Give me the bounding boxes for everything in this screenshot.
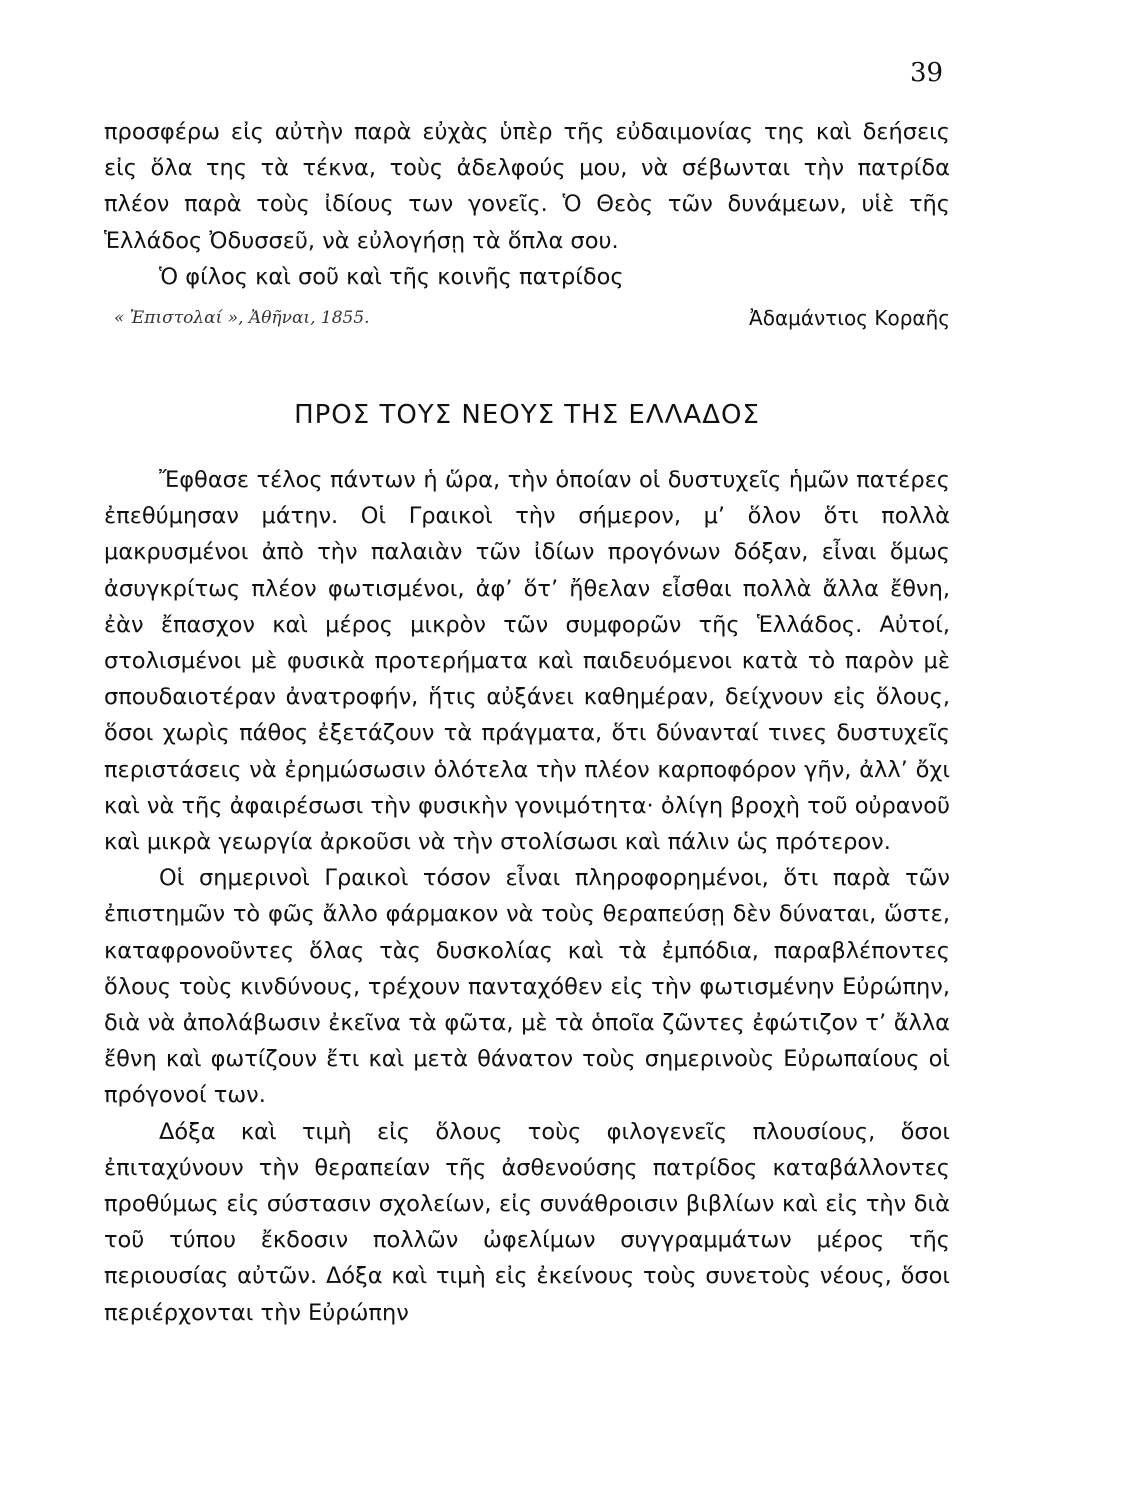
letter-signoff: Ὁ φίλος καὶ σοῦ καὶ τῆς κοινῆς πατρίδος [159,263,624,290]
author-name: Ἀδαμάντιος Κοραῆς [749,306,950,330]
body-paragraph: Δόξα καὶ τιμὴ εἰς ὅλους τοὺς φιλογενεῖς πλουσίους, ὅσοι ἐπιταχύνουν τὴν θεραπείαν τῆς ἀσθενούσης πατρίδος καταβάλλοντες προθύμως εἰς σύστασιν σχολείων, εἰς συνάθροισιν βιβλίων καὶ εἰς τὴν διὰ τοῦ τύπου ἔκδοσιν πολλῶν ὠφελίμων συγγραμμάτων μέρος τῆς περιουσίας αὐτῶν. Δόξα καὶ τιμὴ εἰς ἐκείνους τοὺς συνετοὺς νέους, ὅσοι περιέρχονται τὴν Εὐρώπην [104,1118,950,1326]
page-number: 39 [910,58,944,88]
body-paragraph: Ἔφθασε τέλος πάντων ἡ ὥρα, τὴν ὁποίαν οἱ δυστυχεῖς ἡμῶν πατέρες ἐπεθύμησαν μάτην. Οἱ Γραικοὶ τὴν σήμερον, μ’ ὅλον ὅτι πολλὰ μακρυσμένοι ἀπὸ τὴν παλαιὰν τῶν ἰδίων προγόνων δόξαν, εἶναι ὅμως ἀσυγκρίτως πλέον φωτισμένοι, ἀφ’ ὅτ’ ἤθελαν εἶσθαι πολλὰ ἄλλα ἔθνη, ἐὰν ἔπασχον καὶ μέρος μικρὸν τῶν συμφορῶν τῆς Ἑλλάδος. Αὐτοί, στολισμένοι μὲ φυσικὰ προτερήματα καὶ παιδευόμενοι κατὰ τὸ παρὸν μὲ σπουδαιοτέραν ἀνατροφήν, ἥτις αὐξάνει καθημέραν, δείχνουν εἰς ὅλους, ὅσοι χωρὶς πάθος ἐξετάζουν τὰ πράγματα, ὅτι δύνανταί τινες δυστυχεῖς περιστάσεις νὰ ἐρημώσωσιν ὁλότελα τὴν πλέον καρποφόρον γῆν, ἀλλ’ ὄχι καὶ νὰ τῆς ἀφαιρέσωσι τὴν φυσικὴν γονιμότητα· ὀλίγη βροχὴ τοῦ οὐρανοῦ καὶ μικρὰ γεωργία ἀρκοῦσι νὰ τὴν στολίσωσι καὶ πάλιν ὡς πρότερον. [104,467,950,856]
source-reference: « Ἐπιστολαί », Ἀθῆναι, 1855. [114,308,370,328]
section-title: ΠΡΟΣ ΤΟΥΣ ΝΕΟΥΣ ΤΗΣ ΕΛΛΑΔΟΣ [294,400,760,430]
body-paragraph: Οἱ σημερινοὶ Γραικοὶ τόσον εἶναι πληροφορημένοι, ὅτι παρὰ τῶν ἐπιστημῶν τὸ φῶς ἄλλο φάρμακον νὰ τοὺς θεραπεύσῃ δὲν δύναται, ὥστε, καταφρονοῦντες ὅλας τὰς δυσκολίας καὶ τὰ ἐμπόδια, παραβλέποντες ὅλους τοὺς κινδύνους, τρέχουν πανταχόθεν εἰς τὴν φωτισμένην Εὐρώπην, διὰ νὰ ἀπολάβωσιν ἐκεῖνα τὰ φῶτα, μὲ τὰ ὁποῖα ζῶντες ἐφώτιζον τ’ ἄλλα ἔθνη καὶ φωτίζουν ἔτι καὶ μετὰ θάνατον τοὺς σημερινοὺς Εὐρωπαίους οἱ πρόγονοί των. [104,865,950,1109]
citation-row [104,306,950,336]
letter-text [104,114,950,295]
section-body [104,462,950,1331]
letter-paragraph: προσφέρω εἰς αὐτὴν παρὰ εὐχὰς ὑπὲρ τῆς εὐδαιμονίας της καὶ δεήσεις εἰς ὅλα της τὰ τέκνα, τοὺς ἀδελφούς μου, νὰ σέβωνται τὴν πατρίδα πλέον παρὰ τοὺς ἰδίους των γονεῖς. Ὁ Θεὸς τῶν δυνάμεων, υἱὲ τῆς Ἑλλάδος Ὀδυσσεῦ, νὰ εὐλογήσῃ τὰ ὅπλα σου. [104,119,950,254]
